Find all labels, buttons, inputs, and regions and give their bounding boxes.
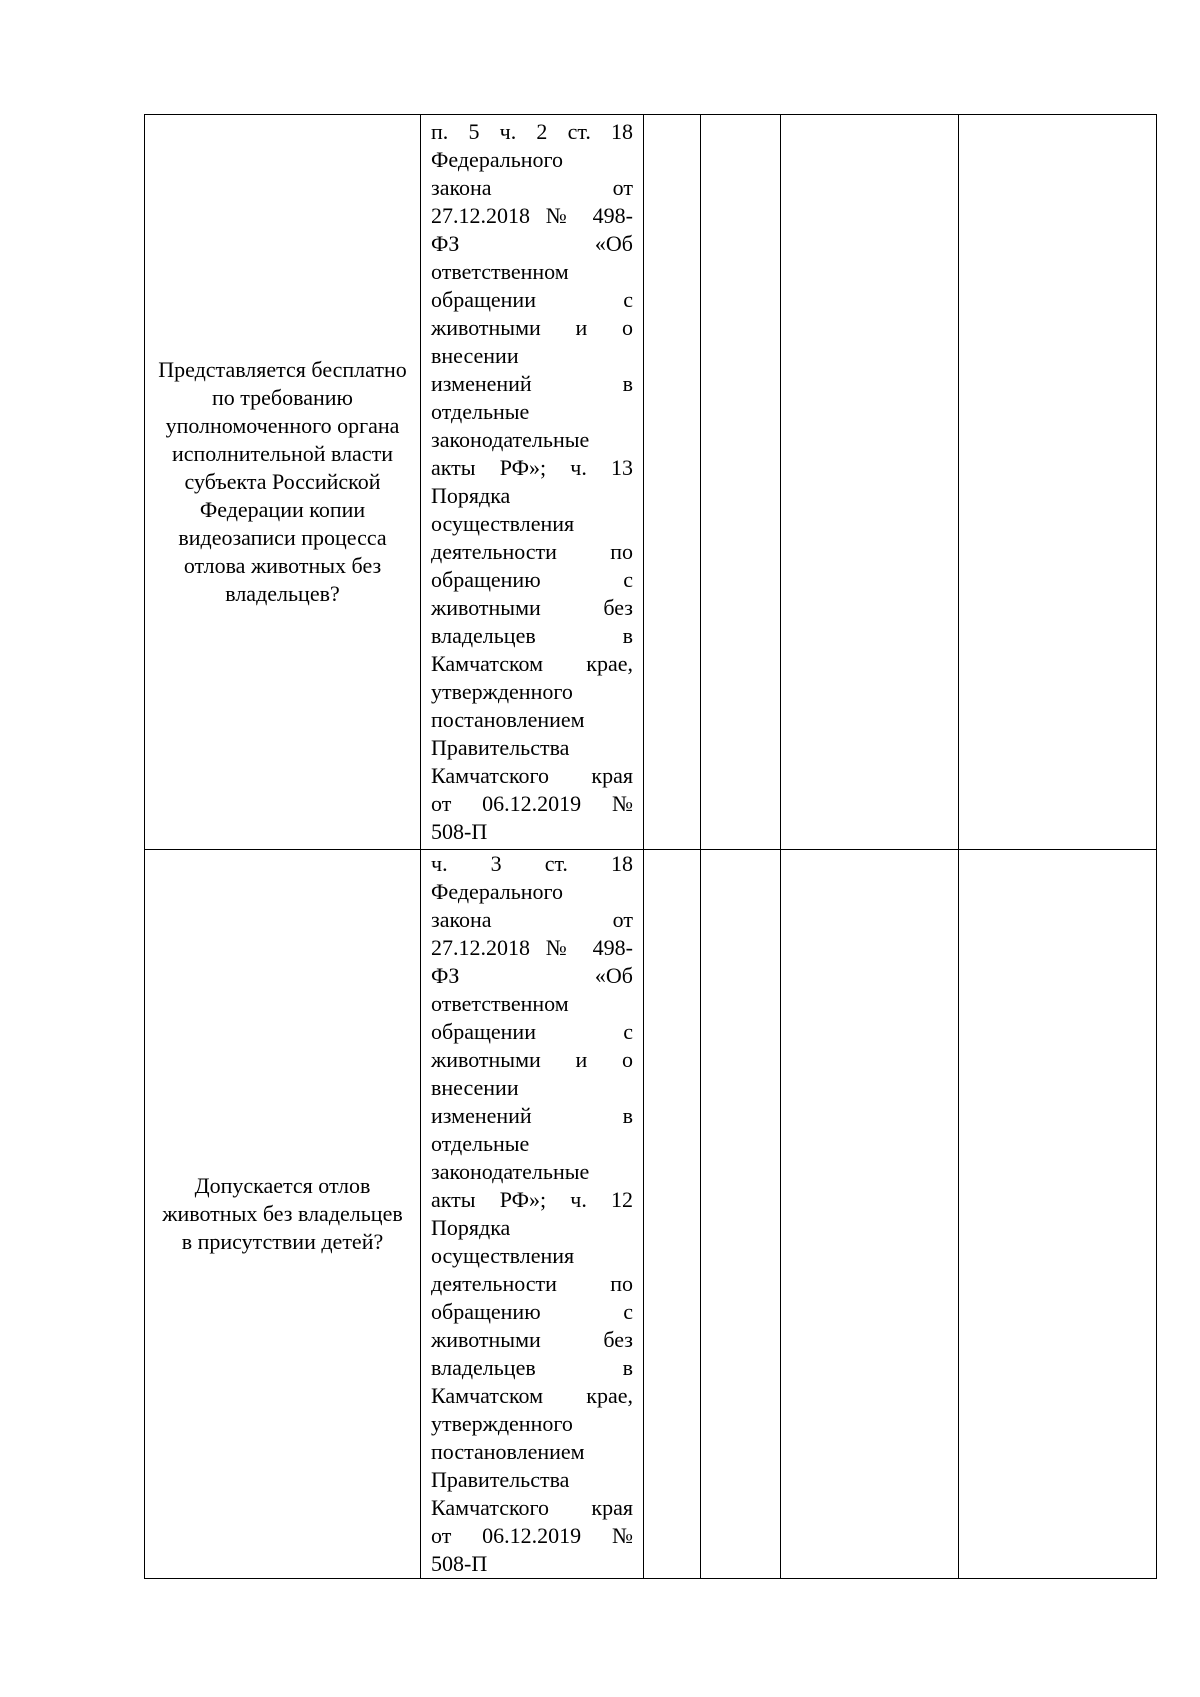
- legal-basis-text: [421, 850, 643, 1578]
- legal-line: владельцев в: [431, 1355, 633, 1380]
- legal-line: изменений в: [431, 371, 633, 396]
- legal-line: деятельности по: [431, 1271, 633, 1296]
- legal-line: закона от: [431, 175, 633, 200]
- empty-cell: [959, 850, 1157, 1579]
- question-text: Допускается отлов животных без владельцев в присутствии детей?: [162, 1173, 403, 1254]
- legal-line: животными без: [431, 595, 633, 620]
- checklist-table: [144, 114, 1157, 1579]
- empty-cell: [644, 115, 701, 850]
- legal-line: Федерального: [431, 879, 564, 904]
- legal-line: утвержденного: [431, 1411, 573, 1436]
- legal-line: ч. 3 ст. 18: [431, 851, 633, 876]
- empty-cell: [959, 115, 1157, 850]
- legal-line: осуществления: [431, 1243, 575, 1268]
- legal-basis-cell: [421, 850, 644, 1579]
- legal-line: животными и о: [431, 1047, 633, 1072]
- empty-cell: [781, 850, 959, 1579]
- legal-line: Правительства: [431, 1467, 570, 1492]
- legal-line: акты РФ»; ч. 12: [431, 1187, 633, 1212]
- legal-line: обращении с: [431, 1019, 633, 1044]
- legal-line: 27.12.2018 № 498-: [431, 203, 633, 228]
- legal-line: внесении: [431, 1075, 519, 1100]
- legal-line: Камчатском крае,: [431, 651, 633, 676]
- legal-line: отдельные: [431, 1131, 530, 1156]
- legal-line: ФЗ «Об: [431, 231, 633, 256]
- legal-line: акты РФ»; ч. 13: [431, 455, 633, 480]
- legal-line: Федерального: [431, 147, 564, 172]
- legal-line: Камчатского края: [431, 1495, 633, 1520]
- empty-cell: [701, 115, 781, 850]
- empty-cell: [701, 850, 781, 1579]
- legal-line: деятельности по: [431, 539, 633, 564]
- empty-cell: [644, 850, 701, 1579]
- table-row: [145, 115, 1157, 850]
- legal-line: обращении с: [431, 287, 633, 312]
- legal-line: постановлением: [431, 1439, 585, 1464]
- legal-basis-cell: [421, 115, 644, 850]
- legal-line: от 06.12.2019 №: [431, 1523, 633, 1548]
- empty-cell: [781, 115, 959, 850]
- legal-line: осуществления: [431, 511, 575, 536]
- legal-line: Камчатского края: [431, 763, 633, 788]
- legal-line: животными без: [431, 1327, 633, 1352]
- legal-line: ответственном: [431, 991, 569, 1016]
- legal-line: закона от: [431, 907, 633, 932]
- legal-line: Порядка: [431, 1215, 511, 1240]
- legal-line: ФЗ «Об: [431, 963, 633, 988]
- legal-line: обращению с: [431, 567, 633, 592]
- legal-line: животными и о: [431, 315, 633, 340]
- legal-line: внесении: [431, 343, 519, 368]
- legal-line: от 06.12.2019 №: [431, 791, 633, 816]
- table-row: [145, 850, 1157, 1579]
- question-cell: [145, 115, 421, 850]
- legal-line: п. 5 ч. 2 ст. 18: [431, 119, 633, 144]
- legal-line: 27.12.2018 № 498-: [431, 935, 633, 960]
- question-text: Представляется бесплатно по требованию уполномоченного органа исполнительной власти субъекта Российской Федерации копии видеозаписи процесса отлова животных без владельцев?: [158, 357, 407, 606]
- legal-line: 508-П: [431, 1551, 488, 1576]
- legal-line: обращению с: [431, 1299, 633, 1324]
- legal-line: Порядка: [431, 483, 511, 508]
- legal-line: утвержденного: [431, 679, 573, 704]
- legal-line: постановлением: [431, 707, 585, 732]
- question-cell: [145, 850, 421, 1579]
- legal-line: законодательные: [431, 1159, 590, 1184]
- legal-line: законодательные: [431, 427, 590, 452]
- legal-line: отдельные: [431, 399, 530, 424]
- legal-line: ответственном: [431, 259, 569, 284]
- legal-line: Камчатском крае,: [431, 1383, 633, 1408]
- legal-basis-text: [421, 118, 643, 846]
- legal-line: Правительства: [431, 735, 570, 760]
- legal-line: изменений в: [431, 1103, 633, 1128]
- legal-line: 508-П: [431, 819, 488, 844]
- legal-line: владельцев в: [431, 623, 633, 648]
